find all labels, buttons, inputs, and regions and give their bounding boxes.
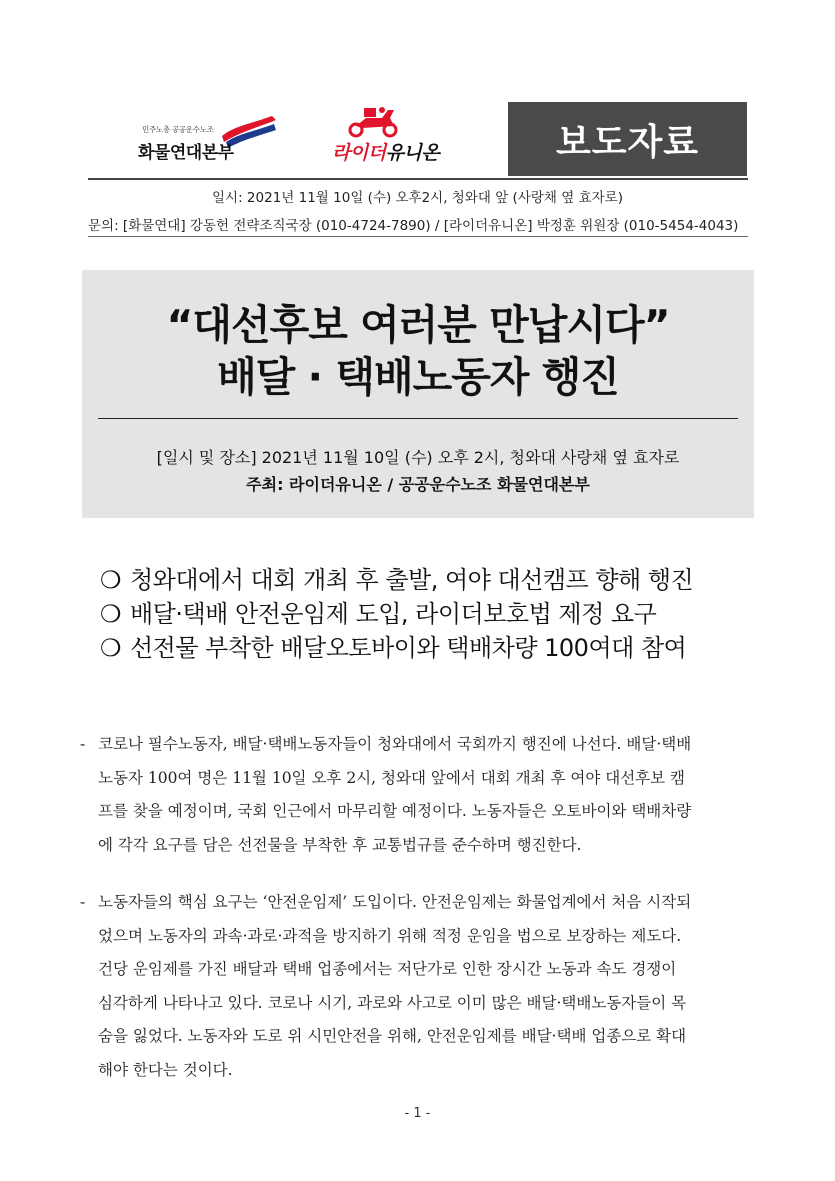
paragraph-line: 었으며 노동자의 과속·과로·과적을 방지하기 위해 적정 운임을 법으로 보장하는 제도다. — [98, 926, 682, 945]
organizer-info: 주최: 라이더유니온 / 공공운수노조 화물연대본부 — [246, 475, 590, 494]
paragraph-line: 에 각각 요구를 담은 선전물을 부착한 후 교통법규를 준수하며 행진한다. — [98, 835, 582, 854]
header-divider — [88, 178, 748, 180]
paragraph-line: 해야 한다는 것이다. — [98, 1060, 233, 1079]
logo-right-name: 라이더유니온 — [332, 142, 440, 164]
body-paragraph — [80, 728, 770, 862]
logo-left-name: 화물연대본부 — [138, 143, 234, 163]
event-date-line: 일시: 2021년 11월 10일 (수) 오후2시, 청와대 앞 (사랑채 옆 효자로) — [212, 190, 623, 206]
paragraph-line: 숨을 잃었다. 노동자와 도로 위 시민안전을 위해, 안전운임제를 배달·택배 업종으로 확대 — [98, 1027, 687, 1045]
scooter-icon — [342, 104, 406, 138]
cargo-solidarity-logo — [138, 110, 278, 162]
body-paragraph — [80, 886, 770, 1087]
summary-bullet: ❍ 선전물 부착한 배달오토바이와 택배차량 100여대 참여 — [100, 634, 687, 662]
circle-bullet-icon: ❍ — [100, 566, 122, 594]
paragraph-line: 심각하게 나타나고 있다. 코로나 시기, 과로와 사고로 이미 많은 배달·택배노동자들이 목 — [98, 993, 687, 1012]
paragraph-line: - 코로나 필수노동자, 배달·택배노동자들이 청와대에서 국회까지 행진에 나선다. 배달·택배 — [80, 735, 692, 753]
paragraph-line: 노동자 100여 명은 11월 10일 오후 2시, 청와대 앞에서 대회 개최 후 여야 대선후보 캠 — [98, 768, 686, 787]
event-info: [일시 및 장소] 2021년 11월 10일 (수) 오후 2시, 청와대 사랑채 옆 효자로 — [156, 448, 680, 467]
contact-divider — [88, 236, 748, 237]
paragraph-line: 프를 찾을 예정이며, 국회 인근에서 마무리할 예정이다. 노동자들은 오토바이와 택배차량 — [98, 802, 692, 820]
circle-bullet-icon: ❍ — [100, 634, 122, 662]
circle-bullet-icon: ❍ — [100, 600, 122, 628]
summary-bullet: ❍ 배달·택배 안전운임제 도입, 라이더보호법 제정 요구 — [100, 600, 657, 628]
headline-line-2: 배달 · 택배노동자 행진 — [217, 353, 619, 401]
page-number: - 1 - — [404, 1106, 431, 1121]
title-divider — [98, 418, 738, 419]
press-release-label: 보도자료 — [508, 102, 747, 176]
logo-left-subtitle: 민주노총 공공운수노조 — [142, 125, 214, 134]
headline-line-1: “대선후보 여러분 만납시다” — [166, 301, 670, 349]
summary-bullet: ❍ 청와대에서 대회 개최 후 출발, 여야 대선캠프 향해 행진 — [100, 566, 694, 594]
paragraph-line: - 노동자들의 핵심 요구는 ‘안전운임제’ 도입이다. 안전운임제는 화물업계에서 처음 시작되 — [80, 893, 692, 911]
paragraph-line: 건당 운임제를 가진 배달과 택배 업종에서는 저단가로 인한 장시간 노동과 속도 경쟁이 — [98, 960, 677, 978]
contact-line: 문의: [화물연대] 강동헌 전략조직국장 (010-4724-7890) / [라이더유니온] 박정훈 위원장 (010-5454-4043) — [88, 218, 739, 234]
rider-union-logo — [332, 104, 482, 166]
